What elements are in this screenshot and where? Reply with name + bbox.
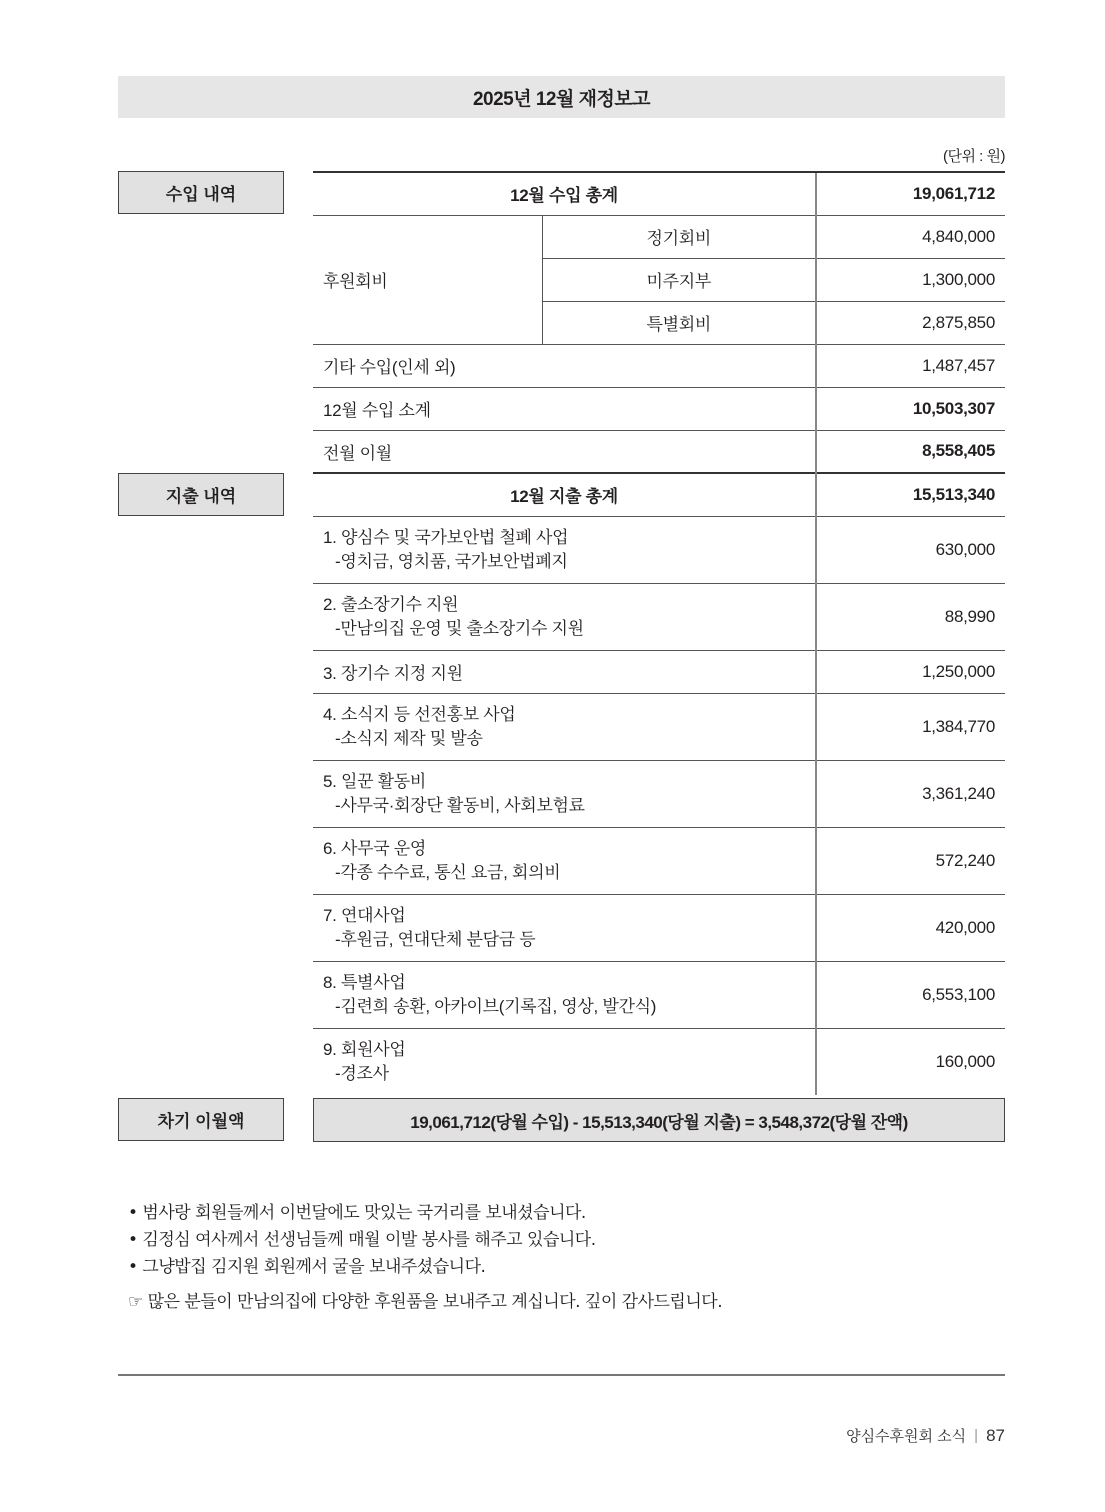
donation-item-value: 4,840,000 bbox=[816, 215, 1005, 258]
income-total-row bbox=[313, 172, 1005, 215]
expense-row bbox=[313, 961, 1005, 1028]
expense-row bbox=[313, 583, 1005, 650]
expense-title: 9. 회원사업 bbox=[323, 1039, 406, 1059]
table-row bbox=[313, 344, 1005, 387]
expense-detail: -사무국·회장단 활동비, 사회보험료 bbox=[335, 795, 585, 815]
donation-item-label: 미주지부 bbox=[542, 258, 816, 301]
expense-detail: -김련희 송환, 아카이브(기록집, 영상, 발간식) bbox=[335, 996, 657, 1016]
expense-value: 3,361,240 bbox=[816, 760, 1005, 827]
other-income-value: 1,487,457 bbox=[816, 344, 1005, 387]
income-section-label: 수입 내역 bbox=[118, 171, 284, 214]
notes-section bbox=[128, 1200, 722, 1316]
footer-divider bbox=[118, 1374, 1005, 1376]
expense-row bbox=[313, 827, 1005, 894]
expense-row bbox=[313, 693, 1005, 760]
prev-carryover-value: 8,558,405 bbox=[816, 430, 1005, 473]
expense-detail: -후원금, 연대단체 분담금 등 bbox=[335, 929, 536, 949]
income-subtotal-label: 12월 수입 소계 bbox=[313, 387, 816, 430]
expense-total-label: 12월 지출 총계 bbox=[313, 473, 816, 516]
expense-total-value: 15,513,340 bbox=[816, 473, 1005, 516]
table-row bbox=[313, 387, 1005, 430]
carryover-formula: 19,061,712(당월 수입) - 15,513,340(당월 지출) = 3,548,372(당월 잔액) bbox=[313, 1098, 1005, 1142]
expense-title: 4. 소식지 등 선전홍보 사업 bbox=[323, 704, 516, 724]
expense-value: 630,000 bbox=[816, 516, 1005, 583]
thanks-message: ☞ 많은 분들이 만남의집에 다양한 후원품을 보내주고 계십니다. 깊이 감사드립니다. bbox=[128, 1292, 723, 1312]
publication-name: 양심수후원회 소식 bbox=[846, 1428, 967, 1445]
expense-row bbox=[313, 760, 1005, 827]
table-row bbox=[313, 215, 1005, 258]
expense-detail: -영치금, 영치품, 국가보안법폐지 bbox=[335, 551, 568, 571]
expense-title: 5. 일꾼 활동비 bbox=[323, 771, 427, 791]
expense-title: 1. 양심수 및 국가보안법 철폐 사업 bbox=[323, 527, 569, 547]
carryover-section-label: 차기 이월액 bbox=[118, 1098, 284, 1141]
expense-title: 8. 특별사업 bbox=[323, 972, 406, 992]
expense-detail: -각종 수수료, 통신 요금, 회의비 bbox=[335, 862, 561, 882]
finance-table bbox=[313, 171, 1005, 1095]
note-item: • 범사랑 회원들께서 이번달에도 맛있는 국거리를 보내셨습니다. bbox=[128, 1203, 586, 1223]
income-total-label: 12월 수입 총계 bbox=[313, 172, 816, 215]
expense-value: 160,000 bbox=[816, 1028, 1005, 1095]
donation-item-value: 1,300,000 bbox=[816, 258, 1005, 301]
page-number: 87 bbox=[986, 1425, 1005, 1445]
footer-separator: | bbox=[974, 1427, 979, 1444]
expense-row bbox=[313, 516, 1005, 583]
expense-detail: -만남의집 운영 및 출소장기수 지원 bbox=[335, 618, 584, 638]
expense-title: 2. 출소장기수 지원 bbox=[323, 594, 459, 614]
income-subtotal-value: 10,503,307 bbox=[816, 387, 1005, 430]
report-title bbox=[118, 76, 1005, 118]
expense-value: 420,000 bbox=[816, 894, 1005, 961]
expense-row bbox=[313, 650, 1005, 693]
expense-total-row bbox=[313, 473, 1005, 516]
donation-group-label: 후원회비 bbox=[313, 215, 542, 344]
donation-item-value: 2,875,850 bbox=[816, 301, 1005, 344]
expense-title: 3. 장기수 지정 지원 bbox=[313, 650, 816, 693]
other-income-label: 기타 수입(인세 외) bbox=[313, 344, 816, 387]
expense-value: 1,250,000 bbox=[816, 650, 1005, 693]
expense-section-label: 지출 내역 bbox=[118, 473, 284, 516]
note-item: • 김정심 여사께서 선생님들께 매월 이발 봉사를 해주고 있습니다. bbox=[128, 1230, 596, 1250]
expense-value: 1,384,770 bbox=[816, 693, 1005, 760]
page-footer bbox=[846, 1425, 1005, 1446]
expense-row bbox=[313, 1028, 1005, 1095]
expense-row bbox=[313, 894, 1005, 961]
expense-value: 88,990 bbox=[816, 583, 1005, 650]
expense-detail: -경조사 bbox=[335, 1063, 389, 1083]
table-row bbox=[313, 430, 1005, 473]
donation-item-label: 특별회비 bbox=[542, 301, 816, 344]
report-title-text: 2025년 12월 재정보고 bbox=[472, 88, 651, 110]
prev-carryover-label: 전월 이월 bbox=[313, 430, 816, 473]
donation-item-label: 정기회비 bbox=[542, 215, 816, 258]
expense-value: 572,240 bbox=[816, 827, 1005, 894]
expense-value: 6,553,100 bbox=[816, 961, 1005, 1028]
income-total-value: 19,061,712 bbox=[816, 172, 1005, 215]
expense-title: 6. 사무국 운영 bbox=[323, 838, 427, 858]
note-item: • 그냥밥집 김지원 회원께서 굴을 보내주셨습니다. bbox=[128, 1257, 486, 1277]
expense-title: 7. 연대사업 bbox=[323, 905, 406, 925]
expense-detail: -소식지 제작 및 발송 bbox=[335, 728, 483, 748]
unit-label: (단위 : 원) bbox=[943, 148, 1005, 165]
